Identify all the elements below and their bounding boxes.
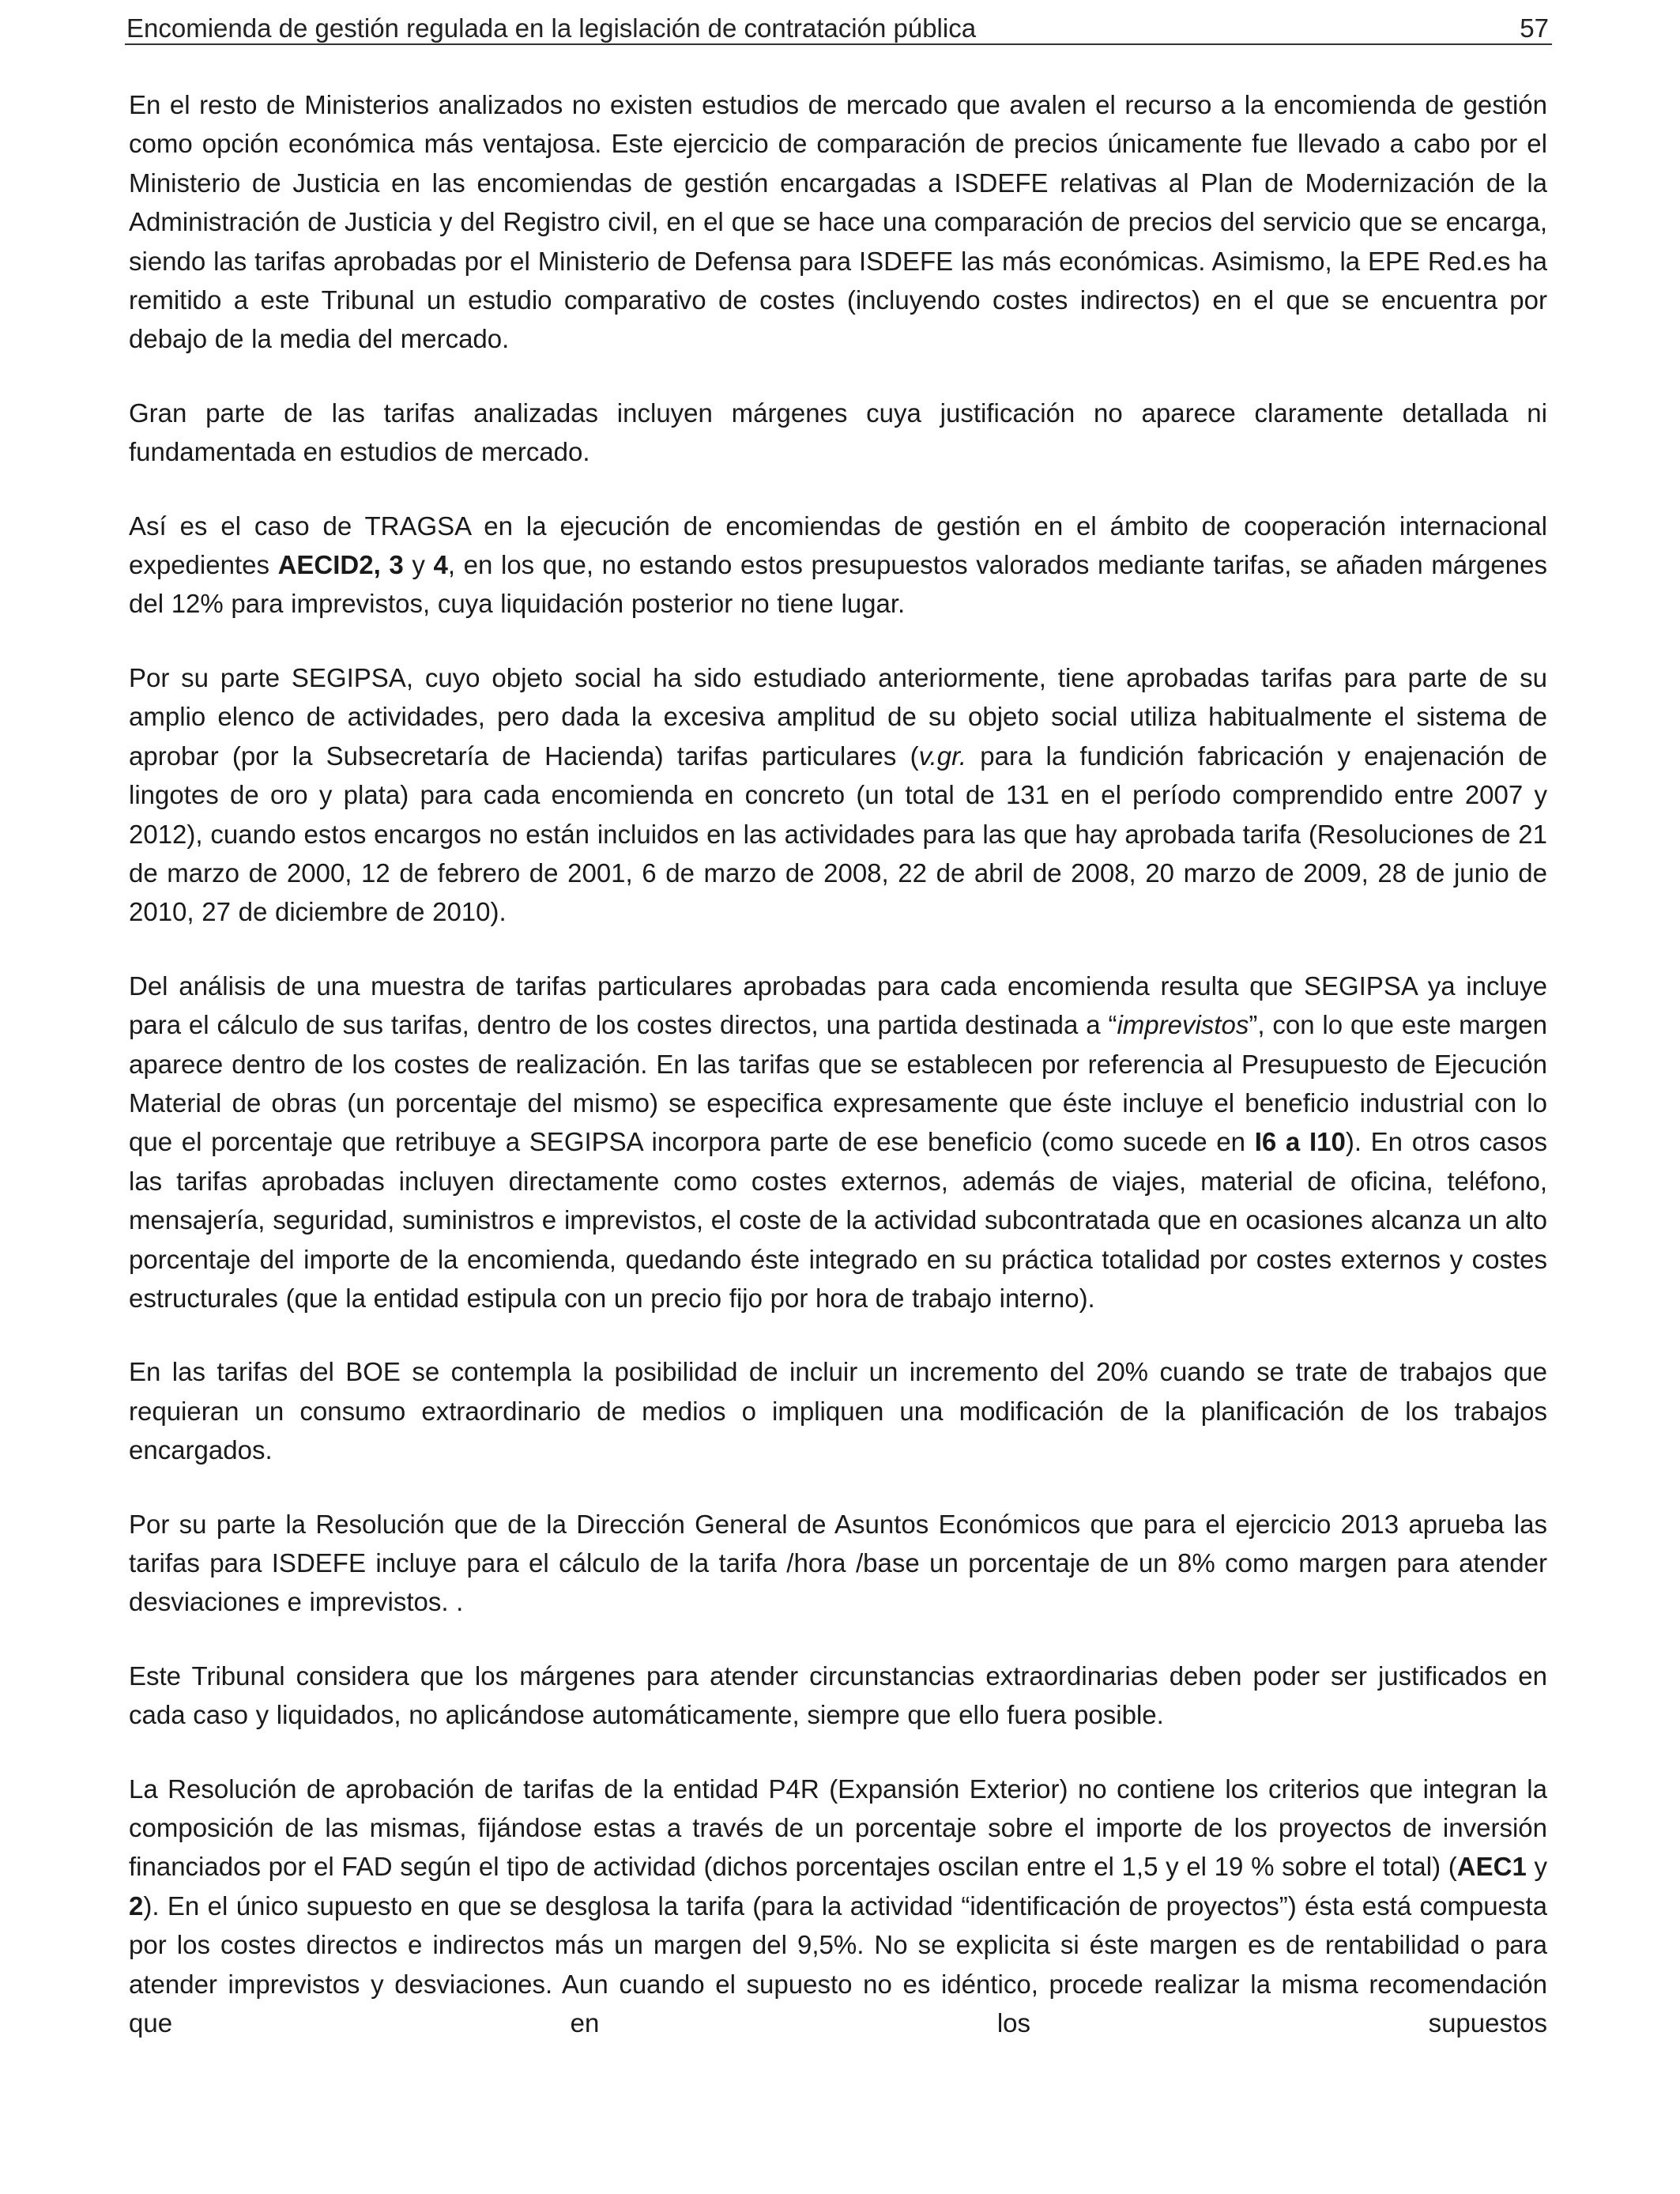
paragraph-isdefe: Por su parte la Resolución que de la Dirección General de Asuntos Económicos que para el ejercicio 2013 aprueba las tarifas para ISDEFE incluye para el cálculo de la tarifa /hora /base un porcentaje de un 8% como margen para atender desviaciones e imprevistos. . (129, 1509, 1547, 1617)
bold-reference: I6 a I10 (1254, 1127, 1346, 1157)
italic-term: imprevistos (1117, 1010, 1249, 1040)
text-run: y (1526, 1852, 1547, 1882)
text-run: Por su parte SEGIPSA, cuyo objeto social ha sido estudiado anteriormente, tiene aprobadas tarifas para parte de su amplio elenco de actividades, pero dada la excesiva amplitud de su objeto social utiliza habitualmente el sistema de aprobar (por la Subsecretaría de Hacienda) tarifas particulares ( (129, 662, 1547, 771)
running-title: Encomienda de gestión regulada en la legislación de contratación pública (126, 13, 977, 43)
bold-reference: AEC1 (1456, 1852, 1527, 1882)
bold-reference: 4 (433, 550, 448, 580)
text-run: para la fundición fabricación y enajenación de lingotes de oro y plata) para cada encomienda en concreto (un total de 131 en el período comprendido entre 2007 y 2012), cuando estos encargos no están incluidos en las actividades para las que hay aprobada tarifa (Resoluciones de 21 de marzo de 2000, 12 de febrero de 2001, 6 de marzo de 2008, 22 de abril de 2008, 20 marzo de 2009, 28 de junio de 2010, 27 de diciembre de 2010). (129, 741, 1547, 927)
text-run: La Resolución de aprobación de tarifas de la entidad P4R (Expansión Exterior) no contiene los criterios que integran la composición de las mismas, fijándose estas a través de un porcentaje sobre el importe de los proyectos de inversión financiados por el FAD según el tipo de actividad (dichos porcentajes oscilan entre el 1,5 y el 19 % sobre el total) ( (129, 1774, 1547, 1882)
bold-reference: 2 (129, 1891, 144, 1921)
text-run: ). En otros casos las tarifas aprobadas incluyen directamente como costes externos, además de viajes, material de oficina, teléfono, mensajería, seguridad, suministros e imprevistos, el coste de la actividad subcontratada que en ocasiones alcanza un alto porcentaje del importe de la encomienda, quedando éste integrado en su práctica totalidad por costes externos y costes estructurales (que la entidad estipula con un precio fijo por hora de trabajo interno). (129, 1127, 1547, 1313)
text-run: ”, con lo que este margen aparece dentro de los costes de realización. En las tarifas que se establecen por referencia al Presupuesto de Ejecución Material de obras (un porcentaje del mismo) se especifica expresamente que éste incluye el beneficio industrial con lo que el porcentaje que retribuye a SEGIPSA incorpora parte de ese beneficio (como sucede en (129, 1010, 1548, 1157)
paragraph-boe: En las tarifas del BOE se contempla la posibilidad de incluir un incremento del 20% cuando se trate de trabajos que requieran un consumo extraordinario de medios o impliquen una modificación de la planificación de los trabajos encargados. (129, 1357, 1547, 1465)
paragraph-segipsa-analysis (129, 967, 1547, 1318)
header-rule (125, 43, 1552, 45)
italic-term: v.gr. (918, 741, 967, 771)
text-run: y (403, 550, 434, 580)
text-run: ). En el único supuesto en que se desglosa la tarifa (para la actividad “identificación de proyectos”) ésta está compuesta por los costes directos e indirectos más un margen del 9,5%. No se explicita si éste margen es de rentabilidad o para atender imprevistos y desviaciones. Aun cuando el supuesto no es idéntico, procede realizar la misma recomendación que en los supuestos (129, 1891, 1547, 2038)
bold-reference: AECID2, 3 (277, 550, 404, 580)
paragraph-p4r (129, 1770, 1547, 2043)
paragraph-tragsa (129, 507, 1547, 624)
text-run: , en los que, no estando estos presupuestos valorados mediante tarifas, se añaden márgenes del 12% para imprevistos, cuya liquidación posterior no tiene lugar. (129, 550, 1547, 619)
text-run: Así es el caso de TRAGSA en la ejecución de encomiendas de gestión en el ámbito de cooperación internacional expedientes (129, 511, 1547, 580)
paragraph-tribunal: Este Tribunal considera que los márgenes para atender circunstancias extraordinarias deben poder ser justificados en cada caso y liquidados, no aplicándose automáticamente, siempre que ello fuera posible. (129, 1661, 1547, 1730)
paragraph-segipsa (129, 658, 1547, 932)
document-body (129, 85, 1547, 2077)
page-header (126, 5, 1549, 46)
paragraph-market-studies: En el resto de Ministerios analizados no existen estudios de mercado que avalen el recurso a la encomienda de gestión como opción económica más ventajosa. Este ejercicio de comparación de precios únicamente fue llevado a cabo por el Ministerio de Justicia en las encomiendas de gestión encargadas a ISDEFE relativas al Plan de Modernización de la Administración de Justicia y del Registro civil, en el que se hace una comparación de precios del servicio que se encarga, siendo las tarifas aprobadas por el Ministerio de Defensa para ISDEFE las más económicas. Asimismo, la EPE Red.es ha remitido a este Tribunal un estudio comparativo de costes (incluyendo costes indirectos) en el que se encuentra por debajo de la media del mercado. (129, 90, 1547, 354)
page-number: 57 (1520, 13, 1549, 43)
paragraph-margins: Gran parte de las tarifas analizadas incluyen márgenes cuya justificación no aparece claramente detallada ni fundamentada en estudios de mercado. (129, 398, 1547, 467)
text-run: Del análisis de una muestra de tarifas particulares aprobadas para cada encomienda resulta que SEGIPSA ya incluye para el cálculo de sus tarifas, dentro de los costes directos, una partida destinada a “ (129, 971, 1547, 1040)
